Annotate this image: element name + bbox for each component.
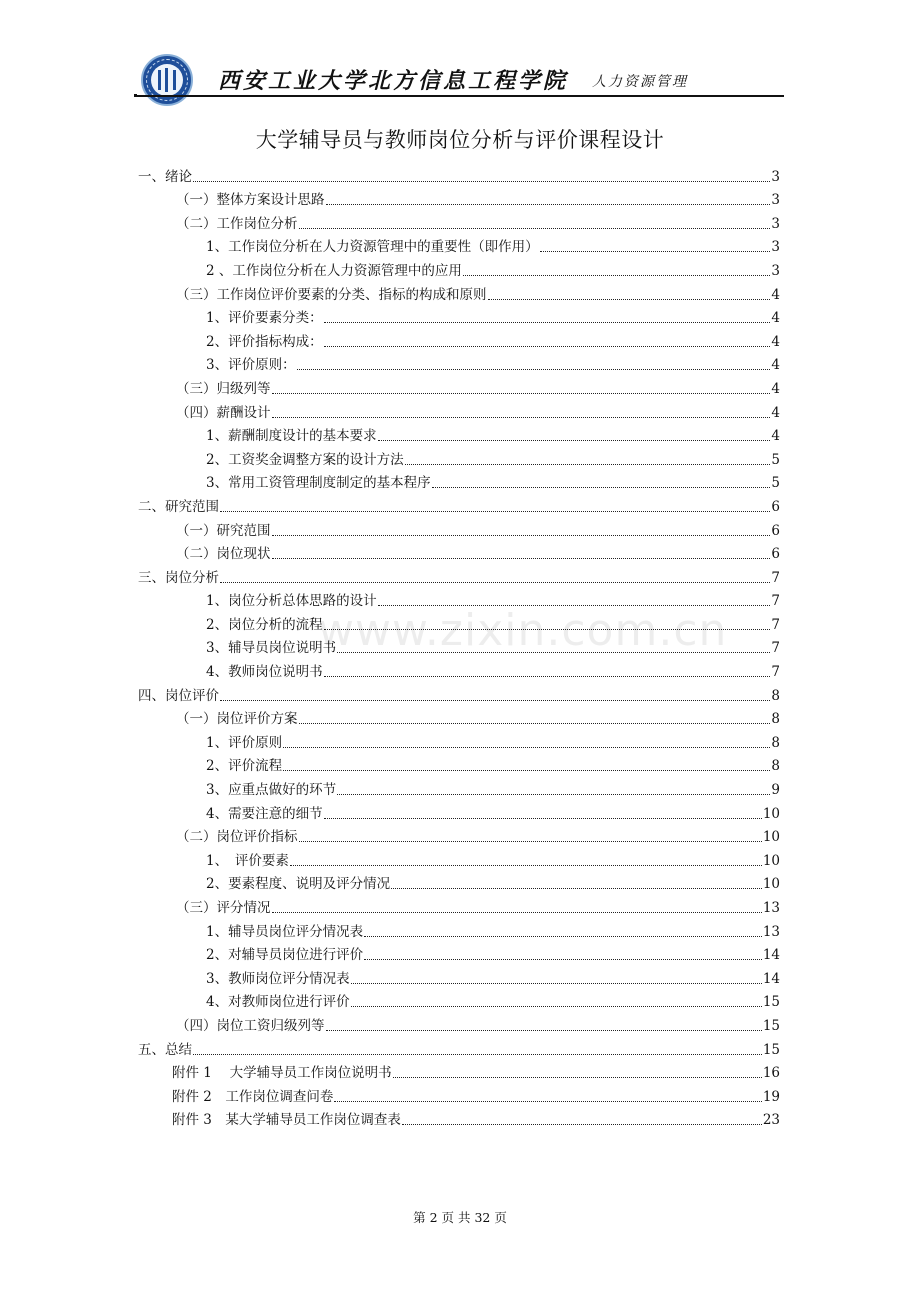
toc-entry-page: 3: [771, 215, 780, 232]
toc-entry[interactable]: [138, 752, 780, 776]
toc-entry[interactable]: [138, 492, 780, 516]
toc-entry[interactable]: [138, 870, 780, 894]
toc-entry[interactable]: [138, 610, 780, 634]
toc-entry-page: 16: [762, 1065, 780, 1082]
toc-entry-page: 6: [771, 546, 780, 563]
toc-leader-dots: [283, 746, 770, 748]
toc-entry-label: 三、岗位分析: [138, 569, 219, 586]
toc-entry[interactable]: [138, 469, 780, 493]
toc-entry-label: 4、教师岗位说明书: [206, 664, 323, 681]
toc-entry[interactable]: [138, 728, 780, 752]
toc-entry-page: 15: [762, 1017, 780, 1034]
department-name: 人力资源管理: [592, 74, 688, 90]
toc-entry[interactable]: [138, 964, 780, 988]
toc-entry[interactable]: [138, 917, 780, 941]
university-name: 西安工业大学北方信息工程学院: [218, 69, 569, 94]
toc-entry-page: 3: [771, 262, 780, 279]
toc-entry[interactable]: [138, 398, 780, 422]
toc-entry-label: 1、 评价要素: [206, 852, 289, 869]
toc-entry-label: 附件 2 工作岗位调查问卷: [172, 1088, 334, 1105]
toc-entry-page: 14: [762, 947, 780, 964]
table-of-contents: [138, 162, 780, 1129]
toc-entry-page: 15: [762, 994, 780, 1011]
toc-leader-dots: [540, 250, 771, 252]
toc-entry-page: 3: [771, 192, 780, 209]
toc-leader-dots: [193, 1053, 762, 1055]
toc-entry-label: 1、辅导员岗位评分情况表: [206, 923, 364, 940]
toc-entry-page: 8: [771, 711, 780, 728]
toc-entry-label: 3、辅导员岗位说明书: [206, 640, 337, 657]
toc-entry[interactable]: [138, 775, 780, 799]
toc-entry[interactable]: [138, 209, 780, 233]
watermark: www.zixin.com.cn: [318, 605, 728, 656]
toc-leader-dots: [299, 722, 771, 724]
toc-entry[interactable]: [138, 280, 780, 304]
toc-entry-page: 4: [771, 286, 780, 303]
toc-entry-label: 2、工资奖金调整方案的设计方法: [206, 451, 404, 468]
toc-entry-label: （二）岗位现状: [176, 546, 271, 563]
toc-entry-page: 7: [771, 569, 780, 586]
toc-leader-dots: [351, 1005, 762, 1007]
toc-entry-label: 3、评价原则：: [206, 357, 296, 374]
toc-entry-label: （三）工作岗位评价要素的分类、指标的构成和原则: [176, 286, 487, 303]
toc-entry-page: 4: [771, 380, 780, 397]
toc-leader-dots: [193, 180, 770, 182]
toc-entry-label: 2、评价指标构成：: [206, 333, 323, 350]
toc-entry-page: 9: [771, 782, 780, 799]
toc-leader-dots: [272, 911, 762, 913]
header-rule: [136, 95, 784, 97]
toc-entry[interactable]: [138, 681, 780, 705]
toc-entry[interactable]: [138, 846, 780, 870]
toc-entry-label: 四、岗位评价: [138, 687, 219, 704]
toc-leader-dots: [337, 793, 770, 795]
toc-entry-page: 4: [771, 404, 780, 421]
toc-leader-dots: [337, 651, 770, 653]
toc-entry-label: 1、评价原则: [206, 734, 283, 751]
toc-entry-page: 23: [762, 1112, 780, 1129]
toc-entry[interactable]: [138, 657, 780, 681]
toc-entry-label: 附件 1 大学辅导员工作岗位说明书: [172, 1065, 392, 1082]
toc-entry-page: 6: [771, 498, 780, 515]
toc-entry[interactable]: [138, 516, 780, 540]
toc-leader-dots: [324, 628, 771, 630]
toc-entry-label: 五、总结: [138, 1041, 192, 1058]
toc-entry-page: 13: [762, 923, 780, 940]
toc-entry[interactable]: [138, 256, 780, 280]
toc-leader-dots: [334, 1100, 761, 1102]
toc-entry-page: 6: [771, 522, 780, 539]
toc-leader-dots: [324, 675, 771, 677]
toc-leader-dots: [283, 769, 770, 771]
toc-leader-dots: [378, 604, 771, 606]
toc-entry[interactable]: [138, 233, 780, 257]
toc-entry-page: 8: [771, 758, 780, 775]
toc-entry-page: 19: [762, 1088, 780, 1105]
toc-leader-dots: [324, 321, 771, 323]
toc-entry[interactable]: [138, 1106, 780, 1130]
toc-entry-label: （四）岗位工资归级列等: [176, 1017, 325, 1034]
toc-entry-label: 2、岗位分析的流程: [206, 616, 323, 633]
toc-leader-dots: [297, 368, 771, 370]
toc-entry-page: 3: [771, 168, 780, 185]
toc-entry[interactable]: [138, 988, 780, 1012]
toc-entry-label: （一）研究范围: [176, 522, 271, 539]
toc-entry-label: 二、研究范围: [138, 498, 219, 515]
toc-leader-dots: [326, 1029, 762, 1031]
toc-leader-dots: [488, 298, 771, 300]
toc-entry-page: 4: [771, 333, 780, 350]
toc-entry-label: （一）岗位评价方案: [176, 711, 298, 728]
toc-entry-label: （二）岗位评价指标: [176, 829, 298, 846]
toc-entry[interactable]: [138, 634, 780, 658]
toc-entry-page: 4: [771, 310, 780, 327]
toc-entry[interactable]: [138, 893, 780, 917]
toc-entry-label: 1、工作岗位分析在人力资源管理中的重要性（即作用）: [206, 239, 539, 256]
university-logo-icon: [141, 54, 193, 106]
toc-entry[interactable]: [138, 1082, 780, 1106]
toc-leader-dots: [272, 392, 771, 394]
toc-entry-page: 10: [762, 805, 780, 822]
toc-leader-dots: [324, 817, 762, 819]
toc-entry-label: 一、绪论: [138, 168, 192, 185]
toc-entry[interactable]: [138, 1011, 780, 1035]
toc-leader-dots: [272, 416, 771, 418]
toc-entry-label: （三）归级列等: [176, 380, 271, 397]
toc-entry[interactable]: [138, 422, 780, 446]
page-header: [138, 50, 784, 98]
toc-entry-page: 5: [771, 451, 780, 468]
toc-entry-page: 10: [762, 829, 780, 846]
toc-leader-dots: [463, 274, 771, 276]
toc-leader-dots: [290, 864, 762, 866]
toc-entry-label: （二）工作岗位分析: [176, 215, 298, 232]
toc-entry[interactable]: [138, 799, 780, 823]
toc-entry-label: 3、常用工资管理制度制定的基本程序: [206, 475, 431, 492]
toc-entry-page: 13: [762, 900, 780, 916]
toc-entry-page: 4: [771, 357, 780, 374]
toc-entry[interactable]: [138, 374, 780, 398]
toc-entry[interactable]: [138, 705, 780, 729]
toc-entry-page: 7: [771, 640, 780, 657]
toc-entry-label: 4、需要注意的细节: [206, 805, 323, 822]
toc-entry-page: 14: [762, 970, 780, 987]
toc-entry-label: 3、应重点做好的环节: [206, 782, 337, 799]
toc-leader-dots: [272, 557, 771, 559]
toc-entry[interactable]: [138, 304, 780, 328]
toc-entry[interactable]: [138, 1059, 780, 1083]
toc-entry-page: 15: [762, 1041, 780, 1058]
toc-entry[interactable]: [138, 823, 780, 847]
toc-entry[interactable]: [138, 941, 780, 965]
toc-leader-dots: [391, 887, 762, 889]
toc-leader-dots: [405, 463, 771, 465]
toc-entry-page: 3: [771, 239, 780, 256]
toc-leader-dots: [272, 534, 771, 536]
toc-entry-label: 2、对辅导员岗位进行评价: [206, 947, 364, 964]
toc-entry[interactable]: [138, 351, 780, 375]
toc-entry-page: 7: [771, 593, 780, 610]
toc-entry[interactable]: [138, 186, 780, 210]
toc-entry-label: 1、薪酬制度设计的基本要求: [206, 428, 377, 445]
toc-entry-label: 2、要素程度、说明及评分情况: [206, 876, 391, 893]
toc-leader-dots: [299, 840, 762, 842]
toc-leader-dots: [326, 203, 771, 205]
toc-leader-dots: [402, 1123, 762, 1125]
toc-entry[interactable]: [138, 327, 780, 351]
toc-entry-label: 3、教师岗位评分情况表: [206, 970, 350, 987]
toc-entry-label: 4、对教师岗位进行评价: [206, 994, 350, 1011]
toc-entry-page: 7: [771, 664, 780, 681]
page-footer: 第 2 页 共 32 页: [413, 1210, 507, 1225]
toc-entry-page: 7: [771, 616, 780, 633]
toc-entry[interactable]: [138, 540, 780, 564]
toc-entry-page: 8: [771, 687, 780, 704]
toc-entry[interactable]: [138, 587, 780, 611]
toc-leader-dots: [432, 486, 771, 488]
toc-leader-dots: [393, 1076, 762, 1078]
toc-entry-label: 1、岗位分析总体思路的设计: [206, 593, 377, 610]
toc-entry[interactable]: [138, 445, 780, 469]
toc-leader-dots: [220, 581, 770, 583]
toc-leader-dots: [364, 935, 762, 937]
document-title: 大学辅导员与教师岗位分析与评价课程设计: [255, 128, 665, 152]
toc-entry-page: 8: [771, 734, 780, 751]
toc-entry-label: （四）薪酬设计: [176, 404, 271, 421]
toc-leader-dots: [351, 982, 762, 984]
toc-entry-page: 5: [771, 475, 780, 492]
toc-entry-page: 4: [771, 428, 780, 445]
toc-entry-label: 2 、工作岗位分析在人力资源管理中的应用: [206, 262, 462, 279]
toc-entry-page: 10: [762, 852, 780, 869]
toc-leader-dots: [324, 345, 771, 347]
toc-entry-page: 10: [762, 876, 780, 893]
toc-entry-label: 2、评价流程: [206, 758, 283, 775]
toc-leader-dots: [364, 958, 762, 960]
toc-entry-label: （一）整体方案设计思路: [176, 192, 325, 209]
toc-entry[interactable]: [138, 162, 780, 186]
toc-leader-dots: [220, 699, 770, 701]
toc-entry[interactable]: [138, 1035, 780, 1059]
toc-entry-label: 附件 3 某大学辅导员工作岗位调查表: [172, 1112, 401, 1129]
toc-entry-label: （三）评分情况: [176, 900, 271, 916]
toc-entry-label: 1、评价要素分类：: [206, 310, 323, 327]
toc-leader-dots: [220, 510, 770, 512]
toc-leader-dots: [299, 227, 771, 229]
toc-entry[interactable]: [138, 563, 780, 587]
toc-leader-dots: [378, 439, 771, 441]
